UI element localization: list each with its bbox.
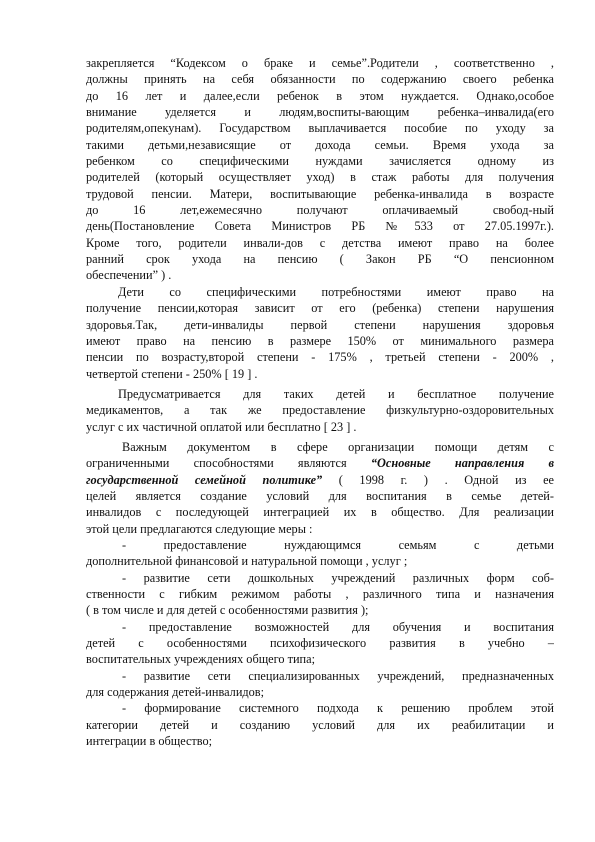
text-line: обеспечении” ) .	[86, 268, 172, 283]
text-line: Кроме того, родители инвали-дов с детства имеют право на более	[86, 235, 554, 250]
text-line: - предоставление нуждающимся семьям с детьми	[122, 537, 554, 552]
text-line: Важным документом в сфере организации помощи детям с	[122, 439, 554, 454]
text-line: родителям,опекунам). Государством выплачивается пособие по уходу за	[86, 121, 554, 136]
text-line: день(Постановление Совета Министров РБ №533 от 27.05.1997г.).	[86, 219, 554, 234]
text-line: дополнительной финансовой и натуральной помощи , услуг ;	[86, 554, 408, 569]
text-line: государственной семейной политике” ( 1998 г. ) . Одной из ее	[86, 472, 554, 487]
text-line: такими детьми,независящие от дохода семьи. Время ухода за	[86, 137, 554, 152]
text-line: инвалидов с последующей интеграцией их в общество. Для реализации	[86, 505, 554, 520]
list-item-system-approach	[86, 700, 554, 749]
text-line: здоровья.Так, дети-инвалиды первой степени нарушения здоровья	[86, 317, 554, 332]
paragraph-family-code	[86, 55, 554, 284]
text-line: - развитие сети специализированных учреждений, предназначенных	[122, 668, 554, 683]
text-line: ограниченными способностями являются “Основные направления в	[86, 456, 554, 471]
text-line: до 16 лет и далее,если ребенок в этом нуждается. Однако,особое	[86, 88, 554, 103]
text-line: детей с особенностями психофизического развития в учебно –	[86, 636, 554, 651]
paragraph-family-policy	[86, 439, 554, 537]
text-line: получение пенсии,которая зависит от его (ребенка) степени нарушения	[86, 301, 554, 316]
emphasis-title: “Основные направления в	[370, 456, 554, 471]
text-line: категории детей и созданию условий для их реабилитации и	[86, 717, 554, 732]
text-line: медикаментов, а так же предоставление физкультурно-оздоровительных	[86, 403, 554, 418]
text-line: Дети со специфическими потребностями имеют право на	[118, 284, 554, 299]
text-line: Предусматривается для таких детей и бесплатное получение	[118, 386, 554, 401]
text-line: - развитие сети дошкольных учреждений различных форм соб-	[122, 570, 554, 585]
paragraph-pension-rights	[86, 284, 554, 382]
document-page	[86, 55, 554, 749]
text-line: ранний срок ухода на пенсию ( Закон РБ “О пенсионном	[86, 252, 554, 267]
text-line: четвертой степени - 250% [ 19 ] .	[86, 366, 258, 381]
text-line: этой цели предлагаются следующие меры :	[86, 521, 313, 536]
text-line: имеют право на пенсию в размере 150% от минимального размера	[86, 333, 554, 348]
text-line: услуг с их частичной оплатой или бесплатно [ 23 ] .	[86, 419, 357, 434]
list-item-specialized	[86, 668, 554, 701]
text-line: пенсии по возрасту,второй степени - 175% , третьей степени - 200% ,	[86, 350, 554, 365]
text-line: интеграции в общество;	[86, 734, 213, 749]
text-line: целей является создание условий для воспитания в семье детей-	[86, 488, 554, 503]
text-line: до 16 лет,ежемесячно получают оплачиваемый свобод-ный	[86, 203, 554, 218]
text-line: ребенком со специфическими нуждами зачисляется одному из	[86, 154, 554, 169]
text-line: родителей (который осуществляет уход) в стаж работы для получения	[86, 170, 554, 185]
list-item-preschool	[86, 570, 554, 619]
list-item-education	[86, 619, 554, 668]
text-line: - предоставление возможностей для обучения и воспитания	[122, 619, 554, 634]
text-line: внимание уделяется и людям,воспиты-вающим ребенка–инвалида(его	[86, 105, 554, 120]
text-line: трудовой пенсии. Матери, воспитывающие ребенка-инвалида в возрасте	[86, 186, 554, 201]
text-line: ( в том числе и для детей с особенностями развития );	[86, 603, 369, 618]
text-line: закрепляется “Кодексом о браке и семье”.Родители , соответственно ,	[86, 56, 554, 70]
text-line: ственности с гибким режимом работы , различного типа и назначения	[86, 587, 554, 601]
text-line: воспитательных учреждениях общего типа;	[86, 652, 315, 667]
text-line: - формирование системного подхода к решению проблем этой	[122, 701, 554, 716]
emphasis-title: государственной семейной политике”	[86, 472, 323, 487]
paragraph-free-medicine	[86, 386, 554, 435]
text-line: должны принять на себя обязанности по содержанию своего ребенка	[86, 72, 554, 87]
list-item-financial-aid	[86, 537, 554, 570]
text-line: для содержания детей-инвалидов;	[86, 685, 265, 700]
